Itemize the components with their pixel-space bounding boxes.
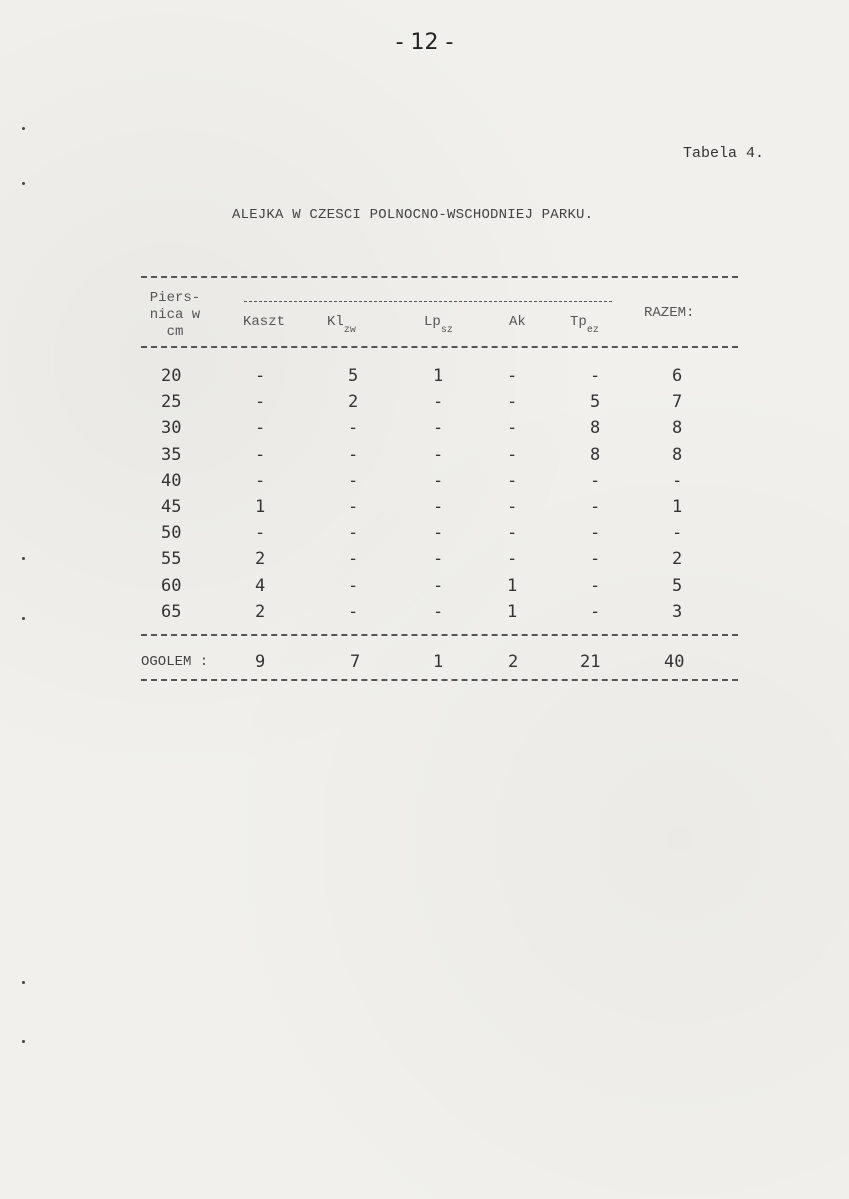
cell-lp: -: [433, 549, 444, 570]
cell-tp: 8: [590, 418, 601, 439]
cell-d: 30: [161, 418, 182, 439]
table-label: Tabela 4.: [683, 145, 765, 162]
header-diameter-line3: cm: [166, 324, 184, 340]
cell-tp: -: [590, 497, 601, 517]
header-tp-sub: ez: [586, 325, 599, 336]
cell-lp: -: [433, 470, 444, 491]
totals-top-rule: [141, 634, 738, 636]
cell-kl: -: [348, 523, 359, 544]
cell-kaszt: -: [255, 392, 266, 413]
table-title: ALEJKA W CZESCI POLNOCNO-WSCHODNIEJ PARKU.: [232, 207, 594, 223]
header-razem: RAZEM:: [644, 305, 695, 321]
header-lp: [424, 314, 453, 336]
cell-kl: -: [348, 418, 359, 439]
cell-kl: -: [348, 549, 359, 570]
margin-dot: [22, 617, 25, 620]
cell-tp: -: [590, 601, 601, 622]
header-kl: [327, 314, 356, 336]
cell-tp: -: [590, 523, 601, 544]
cell-d: 20: [161, 366, 182, 386]
cell-kl: -: [348, 444, 359, 465]
totals-label: OGOLEM :: [141, 654, 209, 670]
table-bottom-rule: [141, 679, 738, 681]
header-ak: Ak: [509, 314, 526, 330]
header-bottom-rule: [141, 346, 738, 348]
cell-ak: -: [507, 470, 518, 491]
cell-razem: 3: [672, 601, 683, 622]
cell-lp: -: [433, 523, 444, 544]
page-number: - 12 -: [395, 30, 454, 55]
total-razem: 40: [664, 652, 685, 672]
cell-kl: -: [348, 601, 359, 622]
cell-d: 55: [161, 549, 182, 570]
cell-d: 40: [161, 470, 182, 491]
cell-tp: -: [590, 549, 601, 570]
cell-d: 35: [161, 444, 182, 465]
cell-razem: 5: [672, 575, 683, 596]
cell-kl: -: [348, 575, 359, 596]
cell-d: 60: [161, 575, 182, 596]
cell-tp: 5: [590, 392, 601, 413]
cell-ak: -: [507, 497, 518, 517]
cell-razem: -: [672, 523, 683, 544]
cell-ak: -: [507, 523, 518, 544]
cell-d: 45: [161, 497, 182, 517]
cell-kl: 5: [348, 366, 359, 386]
cell-lp: -: [433, 418, 444, 439]
cell-lp: -: [433, 392, 444, 413]
cell-d: 65: [161, 601, 182, 622]
cell-kaszt: 2: [255, 601, 266, 622]
total-tp: 21: [580, 652, 601, 672]
cell-razem: 1: [672, 497, 683, 517]
cell-ak: 1: [507, 601, 518, 622]
header-tp-main: Tp: [570, 314, 587, 330]
cell-lp: -: [433, 444, 444, 465]
cell-kaszt: -: [255, 418, 266, 439]
header-sub-rule: [244, 301, 612, 302]
cell-d: 50: [161, 523, 182, 544]
total-kaszt: 9: [255, 652, 266, 672]
cell-kaszt: -: [255, 444, 266, 465]
margin-dot: [22, 1040, 25, 1043]
cell-lp: 1: [433, 366, 444, 386]
table-top-rule: [141, 276, 738, 278]
header-tp: [570, 314, 599, 336]
cell-kl: 2: [348, 392, 359, 413]
cell-ak: -: [507, 366, 518, 386]
cell-razem: -: [672, 470, 683, 491]
cell-ak: -: [507, 444, 518, 465]
cell-tp: -: [590, 470, 601, 491]
cell-razem: 2: [672, 549, 683, 570]
cell-razem: 7: [672, 392, 683, 413]
header-diameter-line2: nica w: [149, 307, 201, 323]
cell-razem: 8: [672, 444, 683, 465]
header-kl-main: Kl: [327, 314, 344, 330]
header-kl-sub: zw: [343, 325, 356, 336]
cell-ak: 1: [507, 575, 518, 596]
cell-ak: -: [507, 392, 518, 413]
margin-dot: [22, 182, 25, 185]
cell-d: 25: [161, 392, 182, 413]
cell-lp: -: [433, 497, 444, 517]
cell-kaszt: 2: [255, 549, 266, 570]
cell-kaszt: 1: [255, 497, 266, 517]
cell-tp: -: [590, 366, 601, 386]
header-lp-sub: sz: [440, 325, 453, 336]
margin-dot: [22, 127, 25, 130]
margin-dot: [22, 557, 25, 560]
cell-lp: -: [433, 601, 444, 622]
cell-kaszt: -: [255, 470, 266, 491]
cell-ak: -: [507, 549, 518, 570]
header-diameter-line1: Piers-: [149, 290, 201, 306]
cell-tp: 8: [590, 444, 601, 465]
cell-kl: -: [348, 470, 359, 491]
cell-ak: -: [507, 418, 518, 439]
cell-tp: -: [590, 575, 601, 596]
cell-razem: 8: [672, 418, 683, 439]
cell-kaszt: -: [255, 523, 266, 544]
cell-razem: 6: [672, 366, 683, 386]
total-lp: 1: [433, 652, 444, 672]
cell-lp: -: [433, 575, 444, 596]
cell-kl: -: [348, 497, 359, 517]
total-ak: 2: [508, 652, 519, 672]
cell-kaszt: 4: [255, 575, 266, 596]
total-kl: 7: [350, 652, 361, 672]
cell-kaszt: -: [255, 366, 266, 386]
header-kaszt: Kaszt: [243, 314, 286, 330]
margin-dot: [22, 981, 25, 984]
header-lp-main: Lp: [424, 314, 441, 330]
header-diameter: [141, 290, 209, 341]
